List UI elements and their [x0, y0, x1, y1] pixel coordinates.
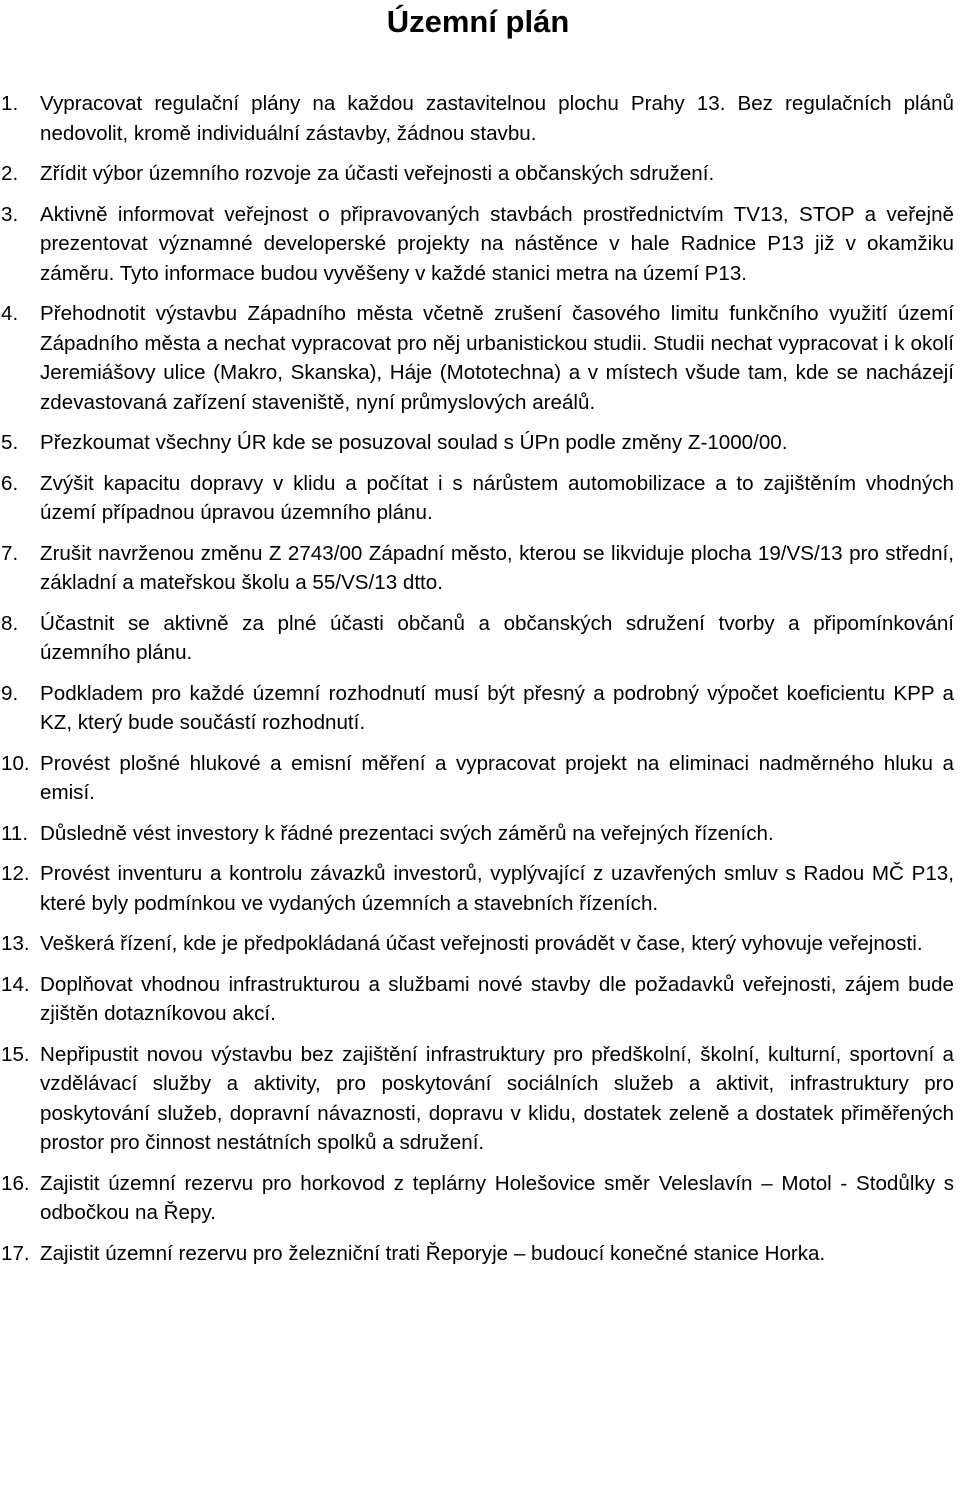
item-number: 8.	[1, 611, 19, 635]
item-text: Důsledně vést investory k řádné prezentaci svých záměrů na veřejných řízeních.	[40, 821, 774, 845]
item-text: Vypracovat regulační plány na každou zastavitelnou plochu Prahy 13. Bez regulačních plánů nedovolit, kromě individuální zástavby, žádnou stavbu.	[40, 92, 954, 145]
item-text: Zvýšit kapacitu dopravy v klidu a počítat i s nárůstem automobilizace a to zajištěním vhodných území případnou úpravou územního plánu.	[40, 471, 954, 524]
item-number: 10.	[1, 751, 30, 775]
item-number: 9.	[1, 681, 19, 705]
list-item	[0, 539, 956, 598]
list-item	[0, 609, 956, 668]
item-number: 1.	[1, 92, 19, 115]
item-text: Zrušit navrženou změnu Z 2743/00 Západní město, kterou se likviduje plocha 19/VS/13 pro střední, základní a mateřskou školu a 55/VS/13 dtto.	[40, 541, 954, 594]
list-item	[0, 1040, 956, 1158]
item-text: Veškerá řízení, kde je předpokládaná účast veřejnosti provádět v čase, který vyhovuje veřejnosti.	[40, 932, 923, 955]
numbered-list	[0, 89, 956, 1268]
page-title: Územní plán	[386, 4, 570, 39]
item-text: Provést plošné hlukové a emisní měření a vypracovat projekt na eliminaci nadměrného hluku a emisí.	[40, 751, 954, 804]
list-item	[0, 679, 956, 738]
item-number: 4.	[1, 302, 19, 325]
list-item	[0, 299, 956, 417]
item-text: Nepřipustit novou výstavbu bez zajištění infrastruktury pro předškolní, školní, kulturní, sportovní a vzdělávací služby a aktivity, pro poskytování sociálních služeb a aktivit, infrastruktury pro poskytování služeb, dopravní návaznosti, dopravu v klidu, dostatek zeleně a dostatek přiměřených prostor pro činnost nestátních spolků a sdružení.	[40, 1042, 954, 1154]
list-item	[0, 970, 956, 1029]
item-text: Provést inventuru a kontrolu závazků investorů, vyplývající z uzavřených smluv s Radou MČ P13, které byly podmínkou ve vydaných územních a stavebních řízeních.	[40, 862, 954, 915]
item-text: Aktivně informovat veřejnost o připravovaných stavbách prostřednictvím TV13, STOP a veřejně prezentovat významné developerské projekty na nástěnce v hale Radnice P13 již v okamžiku záměru. Tyto informace budou vyvěšeny v každé stanici metra na území P13.	[40, 202, 954, 285]
item-number: 13.	[1, 932, 30, 955]
item-text: Přehodnotit výstavbu Západního města včetně zrušení časového limitu funkčního využití území Západního města a nechat vypracovat pro něj urbanistickou studii. Studii nechat vypracovat i k okolí Jeremiášovy ulice (Makro, Skanska), Háje (Mototechna) a v místech všude tam, kde se nacházejí zdevastovaná zařízení staveniště, nyní průmyslových areálů.	[40, 302, 954, 414]
list-item	[0, 469, 956, 528]
list-item	[0, 428, 956, 458]
item-text: Zajistit územní rezervu pro železniční trati Řeporyje – budoucí konečné stanice Horka.	[40, 1241, 826, 1265]
item-text: Podkladem pro každé územní rozhodnutí musí být přesný a podrobný výpočet koeficientu KPP a KZ, který bude součástí rozhodnutí.	[40, 681, 954, 734]
item-number: 3.	[1, 202, 19, 226]
list-item	[0, 749, 956, 808]
item-number: 7.	[1, 541, 19, 565]
item-number: 15.	[1, 1042, 30, 1066]
item-number: 11.	[1, 821, 29, 845]
item-number: 6.	[1, 471, 19, 495]
list-item	[0, 819, 956, 849]
item-text: Doplňovat vhodnou infrastrukturou a službami nové stavby dle požadavků veřejnosti, zájem bude zjištěn dotazníkovou akcí.	[40, 972, 954, 1025]
list-item	[0, 89, 956, 148]
item-number: 2.	[1, 162, 19, 185]
item-number: 12.	[1, 862, 30, 885]
item-number: 16.	[1, 1171, 30, 1195]
item-number: 14.	[1, 972, 30, 996]
list-item	[0, 929, 956, 959]
list-item	[0, 1169, 956, 1228]
list-item	[0, 159, 956, 189]
list-item	[0, 200, 956, 289]
item-number: 17.	[1, 1241, 30, 1265]
item-text: Zajistit územní rezervu pro horkovod z teplárny Holešovice směr Veleslavín – Motol - Stodůlky s odbočkou na Řepy.	[40, 1171, 954, 1224]
list-item	[0, 859, 956, 918]
item-text: Zřídit výbor územního rozvoje za účasti veřejnosti a občanských sdružení.	[40, 162, 715, 185]
list-item	[0, 1239, 956, 1269]
item-text: Účastnit se aktivně za plné účasti občanů a občanských sdružení tvorby a připomínkování územního plánu.	[40, 611, 954, 664]
item-number: 5.	[1, 431, 19, 454]
item-text: Přezkoumat všechny ÚR kde se posuzoval soulad s ÚPn podle změny Z-1000/00.	[40, 431, 788, 454]
